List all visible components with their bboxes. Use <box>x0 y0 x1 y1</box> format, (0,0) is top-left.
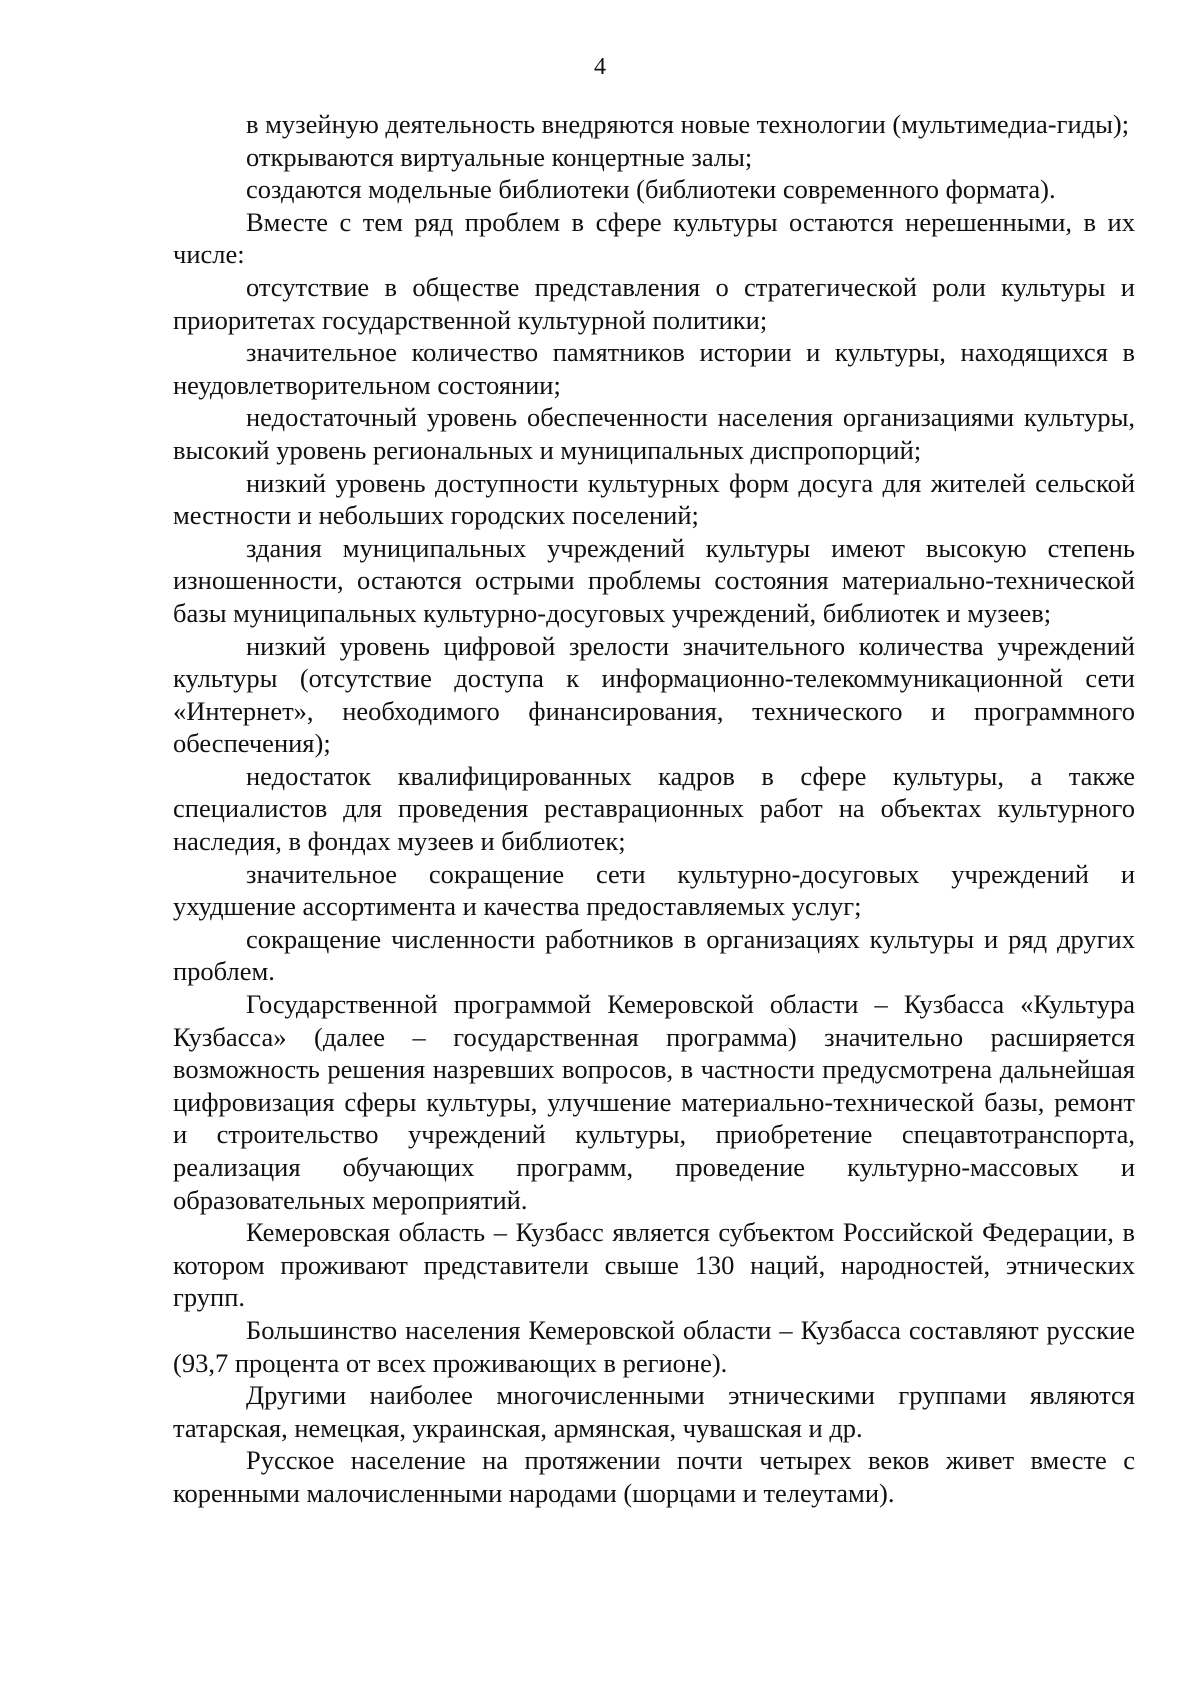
paragraph: сокращение численности работников в организациях культуры и ряд других проблем. <box>173 923 1135 987</box>
paragraph: Другими наиболее многочисленными этническими группами являются татарская, немецкая, украинская, армянская, чувашская и др. <box>173 1380 1135 1443</box>
paragraph: открываются виртуальные концертные залы; <box>246 141 753 172</box>
paragraph: в музейную деятельность внедряются новые технологии (мультимедиа-гиды); <box>246 109 1130 139</box>
paragraph: недостаток квалифицированных кадров в сфере культуры, а также специалистов для проведения реставрационных работ на объектах культурного наследия, в фондах музеев и библиотек; <box>173 760 1135 857</box>
paragraph: Государственной программой Кемеровской области – Кузбасса «Культура Кузбасса» (далее – государственная программа) значительно расширяется возможность решения назревших вопросов, в частности предусмотрена дальнейшая цифровизация сферы культуры, улучшение материально-технической базы, ремонт и строительство учреждений культуры, приобретение спецавтотранспорта, реализация обучающих программ, проведение культурно-массовых и образовательных мероприятий. <box>173 989 1135 1215</box>
paragraph: низкий уровень цифровой зрелости значительного количества учреждений культуры (отсутствие доступа к информационно-телекоммуникационной сети «Интернет», необходимого финансирования, технического и программного обеспечения); <box>173 630 1135 759</box>
document-body <box>173 108 1135 1510</box>
paragraph: значительное сокращение сети культурно-досуговых учреждений и ухудшение ассортимента и качества предоставляемых услуг; <box>173 858 1135 922</box>
paragraph: здания муниципальных учреждений культуры имеют высокую степень изношенности, остаются острыми проблемы состояния материально-технической базы муниципальных культурно-досуговых учреждений, библиотек и музеев; <box>173 532 1135 628</box>
paragraph: Кемеровская область – Кузбасс является субъектом Российской Федерации, в котором проживают представители свыше 130 наций, народностей, этнических групп. <box>173 1217 1135 1313</box>
paragraph: значительное количество памятников истории и культуры, находящихся в неудовлетворительном состоянии; <box>173 337 1135 400</box>
paragraph: низкий уровень доступности культурных форм досуга для жителей сельской местности и небольших городских поселений; <box>173 467 1135 531</box>
page-number: 4 <box>594 54 606 80</box>
paragraph: Вместе с тем ряд проблем в сфере культуры остаются нерешенными, в их числе: <box>173 206 1135 270</box>
paragraph: отсутствие в обществе представления о стратегической роли культуры и приоритетах государственной культурной политики; <box>173 271 1135 335</box>
paragraph: Большинство населения Кемеровской области – Кузбасса составляют русские (93,7 процента от всех проживающих в регионе). <box>173 1314 1135 1378</box>
paragraph: недостаточный уровень обеспеченности населения организациями культуры, высокий уровень региональных и муниципальных диспропорций; <box>173 402 1135 465</box>
paragraph: создаются модельные библиотеки (библиотеки современного формата). <box>246 174 1056 205</box>
paragraph: Русское население на протяжении почти четырех веков живет вместе с коренными малочисленными народами (шорцами и телеутами). <box>173 1445 1135 1508</box>
